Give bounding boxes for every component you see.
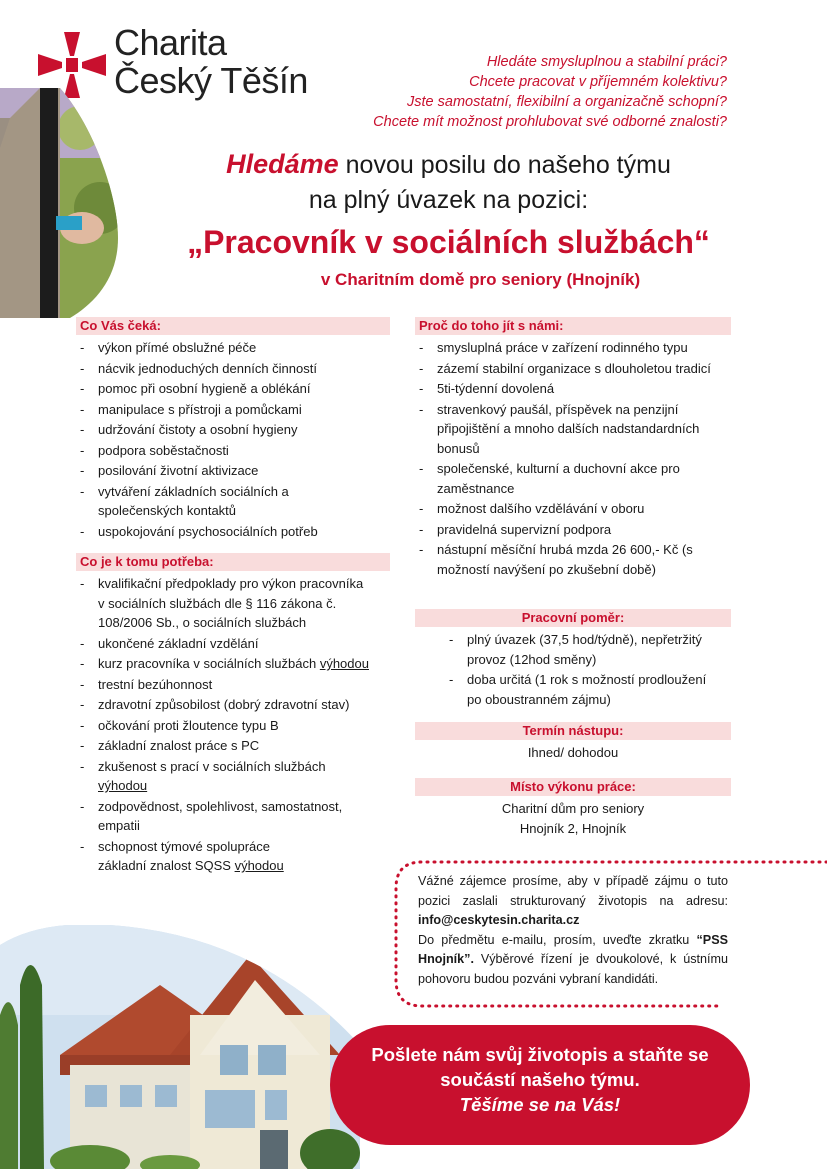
item-text: zkušenost s prací v sociálních službách — [98, 758, 326, 774]
headline-line2: na plný úvazek na pozici: — [308, 186, 589, 214]
section-title: Co je k tomu potřeba: — [76, 553, 390, 571]
benefits-list — [415, 338, 731, 579]
item-text: očkování proti žloutence typu B — [98, 717, 279, 733]
list-item: - společenské, kulturní a duchovní akce pro zaměstnance — [415, 459, 731, 498]
workplace-line2: Hnojník 2, Hnojník — [519, 820, 627, 836]
list-item — [76, 675, 390, 695]
awaits-list — [76, 338, 390, 541]
list-item: - stravenkový paušál, příspěvek na penzijní připojištění a mnoho dalších nadstandardních bonusů — [415, 400, 731, 459]
list-item: - manipulace s přístroji a pomůckami — [76, 400, 390, 420]
headline-line1 — [0, 148, 827, 181]
list-item: - výkon přímé obslužné péče — [76, 338, 390, 358]
list-item: - zázemí stabilní organizace s dlouholetou tradicí — [415, 359, 731, 379]
employment-list — [445, 630, 731, 709]
headline-emph: Hledáme — [226, 149, 339, 179]
workplace-line1: Charitní dům pro seniory — [501, 801, 645, 816]
list-item: - vytváření základních sociálních a společenských kontaktů — [76, 482, 390, 521]
cta-line1: Pošlete nám svůj životopis a staňte se — [371, 1044, 709, 1065]
logo-line2: Český Těšín — [114, 60, 308, 101]
section-requirements — [76, 553, 390, 877]
section-title: Proč do toho jít s námi: — [415, 317, 731, 335]
advantage-note: výhodou — [234, 858, 284, 873]
logo-line1: Charita — [114, 22, 227, 63]
list-item: - podpora soběstačnosti — [76, 441, 390, 461]
tagline-line: Chcete mít možnost prohlubovat své odborné znalosti? — [373, 114, 727, 130]
item-text: kurz pracovníka v sociálních službách — [98, 656, 320, 671]
list-item — [76, 757, 390, 796]
section-employment — [415, 609, 731, 710]
list-item: - nástupní měsíční hrubá mzda 26 600,- Kč (s možností navýšení po zkušební době) — [415, 540, 731, 579]
list-item: - 5ti-týdenní dovolená — [415, 379, 731, 399]
position-title: „Pracovník v sociálních službách“ — [187, 224, 710, 260]
item-text: trestní bezúhonnost — [98, 676, 213, 692]
list-item: - udržování čistoty a osobní hygieny — [76, 420, 390, 440]
contact-email[interactable]: info@ceskytesin.charita.cz — [418, 913, 580, 927]
tagline — [373, 52, 727, 132]
tagline-line: Chcete pracovat v příjemném kolektivu? — [469, 74, 727, 90]
contact-text: Vážné zájemce prosíme, aby v případě zájmu o tuto pozici zaslali strukturovaný životopis na adresu: — [418, 874, 728, 908]
advantage-note: výhodou — [319, 656, 369, 671]
list-item: - uspokojování psychosociálních potřeb — [76, 522, 390, 542]
section-workplace — [415, 778, 731, 838]
cta-banner — [330, 1025, 750, 1145]
tagline-line: Hledáte smysluplnou a stabilní práci? — [486, 54, 727, 70]
section-start — [415, 722, 731, 763]
advantage-note: výhodou — [98, 778, 148, 793]
item-text: ukončené základní vzdělání — [98, 635, 259, 651]
list-item — [76, 736, 390, 756]
section-title: Termín nástupu: — [415, 722, 731, 740]
item-text: základní znalost práce s PC — [98, 738, 260, 753]
tagline-line: Jste samostatní, flexibilní a organizačně schopní? — [407, 94, 727, 110]
list-item: - posilování životní aktivizace — [76, 461, 390, 481]
logo-text — [114, 24, 308, 100]
list-item: - doba určitá (1 rok s možností prodloužení po oboustranném zájmu) — [445, 670, 731, 709]
list-item: - možnost dalšího vzdělávání v oboru — [415, 499, 731, 519]
list-item — [76, 574, 390, 633]
list-item: - smysluplná práce v zařízení rodinného typu — [415, 338, 731, 358]
list-item: - nácvik jednoduchých denních činností — [76, 359, 390, 379]
item-text: kvalifikační předpoklady pro výkon pracovníka v sociálních službách dle § 116 zákona č. 108/2006 Sb., o sociálních službách — [98, 576, 364, 630]
section-title: Co Vás čeká: — [76, 317, 390, 335]
section-awaits — [76, 317, 390, 542]
list-item — [76, 634, 390, 654]
headline-line1-rest: novou posilu do našeho týmu — [338, 151, 671, 179]
item-text: zdravotní způsobilost (dobrý zdravotní stav) — [98, 697, 350, 712]
list-item — [76, 716, 390, 736]
contact-text: Výběrové řízení je dvoukolové, k ústnímu pohovoru budou pozváni vybraní kandidáti. — [418, 952, 728, 986]
cta-line2: součástí našeho týmu. — [440, 1069, 640, 1090]
building-photo — [0, 925, 360, 1169]
section-title: Místo výkonu práce: — [415, 778, 731, 796]
email-subject-code: “PSS Hnojník”. — [418, 932, 728, 966]
list-item — [76, 797, 390, 836]
list-item — [76, 654, 390, 674]
list-item — [76, 695, 390, 715]
cta-line3: Těšíme se na Vás! — [459, 1094, 621, 1115]
contact-text: Do předmětu e-mailu, prosím, uveďte zkratku — [418, 932, 697, 947]
workplace-address — [415, 799, 731, 838]
position-place: v Charitním domě pro seniory (Hnojník) — [320, 270, 641, 289]
section-title: Pracovní poměr: — [415, 609, 731, 627]
item-text: zodpovědnost, spolehlivost, samostatnost, empatii — [98, 798, 343, 833]
contact-info — [418, 872, 728, 989]
list-item: - plný úvazek (37,5 hod/týdně), nepřetržitý provoz (12hod směny) — [445, 630, 731, 669]
list-item — [76, 837, 390, 876]
requirements-list — [76, 574, 390, 876]
item-text: schopnost týmové spolupráce základní znalost SQSS — [98, 838, 270, 873]
list-item: - pravidelná supervizní podpora — [415, 520, 731, 540]
start-value: Ihned/ dohodou — [527, 745, 619, 760]
section-benefits — [415, 317, 731, 580]
list-item: - pomoc při osobní hygieně a oblékání — [76, 379, 390, 399]
